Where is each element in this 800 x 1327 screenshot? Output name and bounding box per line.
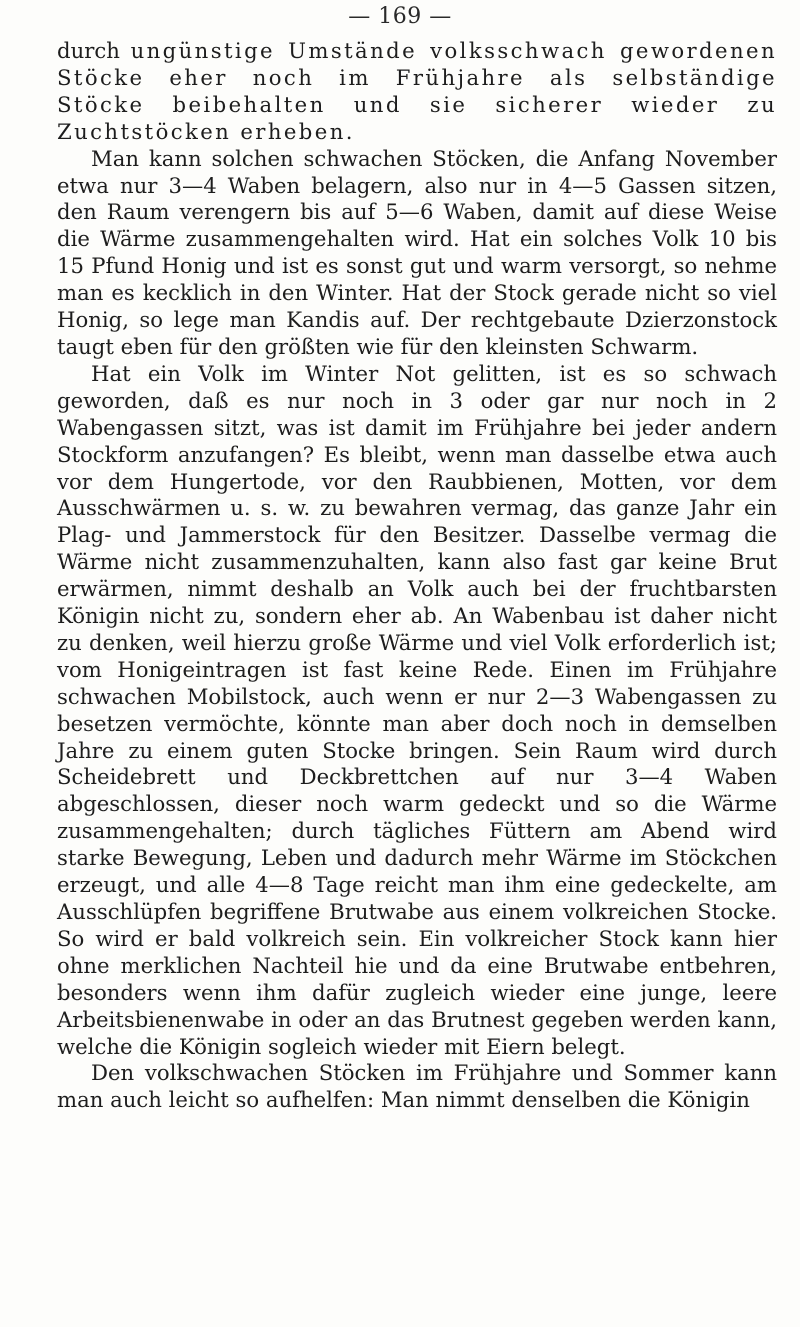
- text-run: .: [345, 118, 353, 144]
- text-run: Man kann solchen schwachen Stöcken, die Anfang November etwa nur 3—4 Waben belagern, also nur in 4—5 Gassen sitzen, den Raum verengern bis auf 5—6 Waben, damit auf diese Weise die Wärme zusammengehalten wird. Hat ein solches Volk 10 bis 15 Pfund Honig und ist es sonst gut und warm versorgt, so nehme man es kecklich in den Winter. Hat der Stock gerade nicht so viel Honig, so lege man Kandis auf. Der rechtgebaute Dzierzonstock taugt eben für den größten wie für den kleinsten Schwarm.: [57, 145, 777, 359]
- body-text: [57, 38, 777, 1114]
- paragraph-continuation: [57, 38, 777, 146]
- paragraph: [57, 361, 777, 1061]
- text-run: durch: [57, 38, 131, 63]
- page-number: — 169 —: [348, 4, 452, 29]
- paragraph: [57, 146, 777, 361]
- text-run: Den volkschwachen Stöcken im Frühjahre und Sommer kann man auch leicht so aufhelfen: Man nimmt denselben die Königin: [57, 1060, 777, 1113]
- text-run: Hat ein Volk im Winter Not gelitten, ist es so schwach geworden, daß es nur noch in 3 oder gar nur noch in 2 Wabengassen sitzt, was ist damit im Frühjahre bei jeder andern Stockform anzufangen? Es bleibt, wenn man dasselbe etwa auch vor dem Hungertode, vor den Raubbienen, Motten, vor dem Ausschwärmen u. s. w. zu bewahren vermag, das ganze Jahr ein Plag- und Jammerstock für den Besitzer. Dasselbe vermag die Wärme nicht zusammenzuhalten, kann also fast gar keine Brut erwärmen, nimmt deshalb an Volk auch bei der fruchtbarsten Königin nicht zu, sondern eher ab. An Wabenbau ist daher nicht zu denken, weil hierzu große Wärme und viel Volk erforderlich ist; vom Honigeintragen ist fast keine Rede. Einen im Frühjahre schwachen Mobilstock, auch wenn er nur 2—3 Wabengassen zu besetzen vermöchte, könnte man aber doch noch in demselben Jahre zu einem guten Stocke bringen. Sein Raum wird durch Scheidebrett und Deckbrettchen auf nur 3—4 Waben abgeschlossen, dieser noch warm gedeckt und so die Wärme zusammengehalten; durch tägliches Füttern am Abend wird starke Bewegung, Leben und dadurch mehr Wärme im Stöckchen erzeugt, und alle 4—8 Tage reicht man ihm eine gedeckelte, am Ausschlüpfen begriffene Brutwabe aus einem volkreichen Stocke. So wird er bald volkreich sein. Ein volkreicher Stock kann hier ohne merklichen Nachteil hie und da eine Brutwabe entbehren, besonders wenn ihm dafür zugleich wieder eine junge, leere Arbeitsbienenwabe in oder an das Brutnest gegeben werden kann, welche die Königin sogleich wieder mit Eiern belegt.: [57, 360, 777, 1059]
- paragraph: [57, 1060, 777, 1114]
- emphasized-text: ungünstige Umstände volksschwach gewordenen Stöcke eher noch im Frühjahre als selbständige Stöcke beibehalten und sie sicherer wieder zu Zuchtstöcken erheben: [57, 38, 777, 144]
